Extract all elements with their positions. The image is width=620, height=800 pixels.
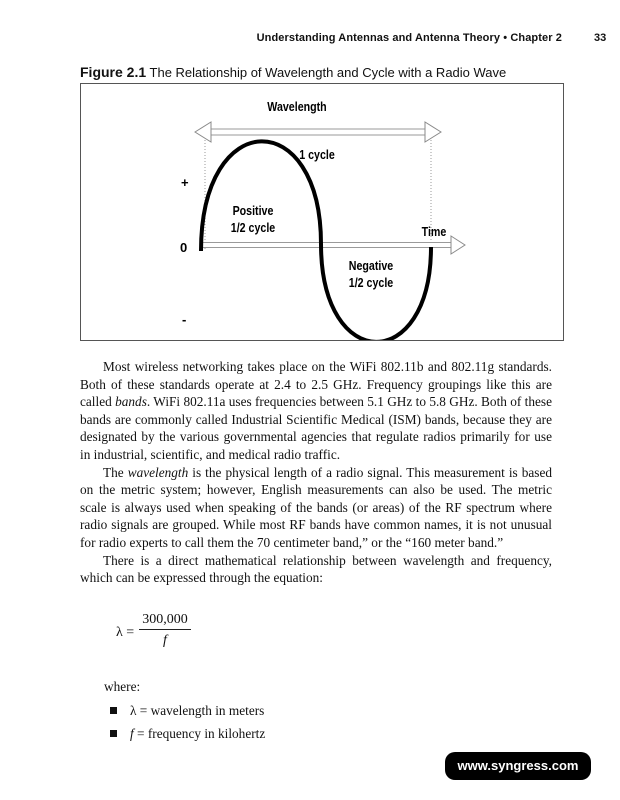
negative-half-cycle-label: 1/2 cycle bbox=[348, 274, 394, 291]
time-label: Time bbox=[421, 223, 447, 240]
running-head: Understanding Antennas and Antenna Theory • Chapter 2 bbox=[256, 32, 562, 44]
time-axis-arrow-head bbox=[451, 236, 465, 254]
list-item bbox=[110, 725, 265, 748]
term-bands: bands bbox=[115, 394, 147, 410]
cycle-label: 1 cycle bbox=[299, 146, 335, 163]
bullet-square-icon bbox=[110, 730, 117, 737]
website-badge[interactable]: www.syngress.com bbox=[445, 752, 591, 780]
paragraph-bands-text-cont: . WiFi 802.11a uses frequencies between 5.1 GHz to 5.8 GHz. Both of these bands are commonly called Industrial Scientific Medical (ISM) bands, because they are designated by the various governmental agencies that regulate radios primarily for use in industrial, scientific, and medical radio traffic. bbox=[80, 394, 552, 462]
wavelength-label: Wavelength bbox=[267, 98, 327, 115]
page-number: 33 bbox=[594, 32, 607, 44]
positive-label: Positive bbox=[232, 202, 274, 219]
figure-caption bbox=[80, 64, 506, 80]
paragraph-bands-text: Most wireless networking takes place on the WiFi 802.11b and 802.11g standards. Both of these standards operate at 2.4 to 2.5 GHz. Frequency groupings like this are called bbox=[80, 359, 552, 410]
f-definition: = frequency in kilohertz bbox=[133, 726, 266, 741]
paragraph-equation-intro: There is a direct mathematical relationship between wavelength and frequency, which can be expressed through the equation: bbox=[80, 552, 552, 586]
equation-fraction bbox=[139, 612, 191, 649]
zero-label: 0 bbox=[180, 240, 188, 255]
list-item bbox=[110, 702, 265, 725]
lambda-symbol: λ bbox=[130, 703, 137, 718]
definition-list bbox=[110, 702, 265, 748]
sine-wave bbox=[201, 141, 431, 340]
f-symbol: f bbox=[130, 726, 134, 741]
plus-label: + bbox=[181, 175, 189, 190]
paragraph-bands bbox=[80, 358, 552, 464]
figure-caption-text: The Relationship of Wavelength and Cycle with a Radio Wave bbox=[149, 65, 507, 80]
equation-numerator: 300,000 bbox=[139, 612, 191, 630]
paragraph-wavelength-text-cont: is the physical length of a radio signal. This measurement is based on the metric system; however, English measurements can also be used. The metric scale is always used when speaking of the bands (or areas) of the RF spectrum where radio signals are grouped. While most RF bands have common names, it is not unusual for radio experts to call them the 70 centimeter band,” or the “160 meter band.” bbox=[80, 464, 552, 550]
equation-lhs: λ = bbox=[116, 625, 135, 640]
wave-figure bbox=[80, 83, 564, 341]
body-text bbox=[80, 358, 552, 587]
minus-label: - bbox=[182, 312, 187, 327]
term-wavelength: wavelength bbox=[127, 464, 189, 480]
wavelength-arrow-right-head bbox=[425, 122, 441, 142]
equation-denominator: f bbox=[163, 633, 167, 648]
paragraph-wavelength bbox=[80, 464, 552, 552]
wavelength-arrow-left-head bbox=[195, 122, 211, 142]
where-label: where: bbox=[104, 679, 141, 694]
positive-half-cycle-label: 1/2 cycle bbox=[230, 219, 276, 236]
figure-number: Figure 2.1 bbox=[80, 64, 147, 80]
negative-label: Negative bbox=[348, 257, 394, 274]
lambda-definition: = wavelength in meters bbox=[136, 703, 265, 718]
wave-diagram bbox=[81, 84, 563, 340]
bullet-square-icon bbox=[110, 707, 117, 714]
paragraph-wavelength-text: The bbox=[103, 464, 128, 480]
